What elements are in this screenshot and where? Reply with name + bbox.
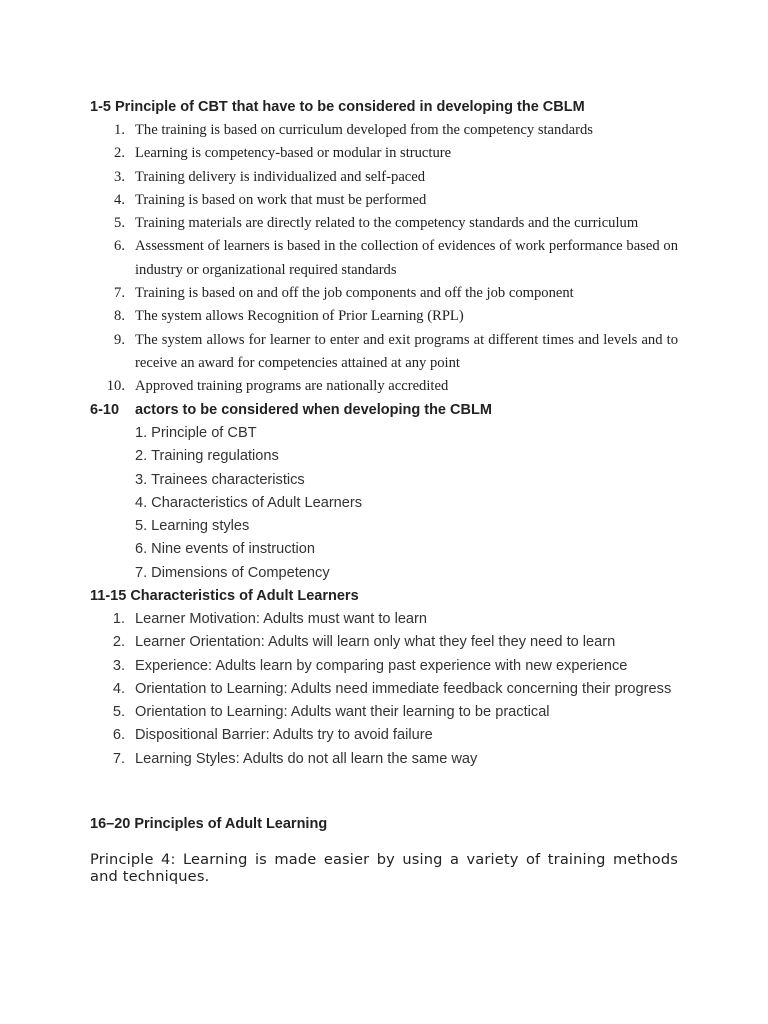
section-number: 16–20 xyxy=(90,816,131,832)
item-text: Assessment of learners is based in the collection of evidences of work performance based on industry or organizational required standards xyxy=(135,238,678,278)
section-title: actors to be considered when developing the CBLM xyxy=(135,402,492,418)
list-item xyxy=(90,515,678,538)
item-number: 5. xyxy=(135,518,148,535)
cblm-factors-list xyxy=(90,422,678,585)
item-text: Approved training programs are nationally accredited xyxy=(135,378,449,395)
item-text: Learning Styles: Adults do not all learn the same way xyxy=(135,750,478,767)
list-item xyxy=(90,492,678,515)
item-text: Training is based on work that must be performed xyxy=(135,191,427,208)
item-number: 1. xyxy=(114,122,125,138)
list-item xyxy=(90,189,678,212)
item-number: 5. xyxy=(114,215,125,232)
section-heading xyxy=(90,97,678,117)
item-number: 7. xyxy=(112,750,125,767)
list-item xyxy=(90,724,678,747)
list-item xyxy=(90,375,678,398)
item-text: Principle of CBT xyxy=(151,425,257,441)
item-text: Orientation to Learning: Adults need immediate feedback concerning their progress xyxy=(135,680,672,697)
item-number: 10. xyxy=(106,378,125,395)
item-text: Dimensions of Competency xyxy=(151,564,330,581)
item-number: 7. xyxy=(114,285,125,302)
item-number: 6. xyxy=(114,238,125,255)
list-item xyxy=(90,678,678,701)
list-item xyxy=(90,142,678,165)
list-item xyxy=(90,305,678,328)
section-title: Principles of Adult Learning xyxy=(134,816,328,832)
list-item xyxy=(90,235,678,282)
paragraph-text: Principle 4: Learning is made easier by using a variety of training methods and techniques. xyxy=(90,851,678,885)
section-number: 1-5 xyxy=(90,99,111,115)
section-cblm-factors xyxy=(90,400,678,585)
section-heading xyxy=(90,586,678,606)
section-heading xyxy=(90,400,678,420)
item-text: The training is based on curriculum developed from the competency standards xyxy=(135,122,593,138)
item-text: Learning is competency-based or modular in structure xyxy=(135,145,452,162)
item-text: Characteristics of Adult Learners xyxy=(151,494,363,511)
list-item xyxy=(90,655,678,678)
list-item xyxy=(90,445,678,468)
section-number: 11-15 xyxy=(90,588,127,604)
item-text: Learner Motivation: Adults must want to learn xyxy=(135,611,428,627)
list-item xyxy=(90,748,678,771)
list-item xyxy=(90,422,678,445)
item-number: 4. xyxy=(135,494,148,511)
item-number: 6. xyxy=(112,727,125,744)
list-item xyxy=(90,282,678,305)
section-title: Principle of CBT that have to be considered in developing the CBLM xyxy=(115,99,585,115)
item-text: Orientation to Learning: Adults want their learning to be practical xyxy=(135,704,550,721)
item-number: 3. xyxy=(135,471,148,488)
item-number: 1. xyxy=(112,611,125,627)
item-number: 6. xyxy=(135,541,148,558)
item-number: 3. xyxy=(112,657,125,674)
item-number: 8. xyxy=(114,308,125,325)
section-number: 6-10 xyxy=(90,402,120,418)
item-number: 4. xyxy=(112,680,125,697)
item-number: 4. xyxy=(114,191,125,208)
list-item xyxy=(90,538,678,561)
list-item xyxy=(90,608,678,631)
item-number: 2. xyxy=(112,634,125,651)
item-text: Learner Orientation: Adults will learn only what they feel they need to learn xyxy=(135,634,616,651)
list-item xyxy=(90,562,678,585)
item-text: Learning styles xyxy=(151,518,250,535)
item-text: Experience: Adults learn by comparing past experience with new experience xyxy=(135,657,628,674)
item-text: Training delivery is individualized and self-paced xyxy=(135,168,426,185)
section-cbt-principles xyxy=(90,97,678,399)
item-text: Nine events of instruction xyxy=(151,541,316,558)
list-item xyxy=(90,631,678,654)
item-number: 9. xyxy=(114,331,125,348)
item-number: 7. xyxy=(135,564,148,581)
item-text: Dispositional Barrier: Adults try to avoid failure xyxy=(135,727,433,744)
item-number: 5. xyxy=(112,704,125,721)
item-number: 3. xyxy=(114,168,125,185)
item-text: Training is based on and off the job components and off the job component xyxy=(135,285,574,302)
section-heading xyxy=(90,814,678,834)
list-item xyxy=(90,166,678,189)
item-text: Training regulations xyxy=(151,448,279,465)
item-text: Training materials are directly related to the competency standards and the curriculum xyxy=(135,215,639,232)
cbt-principles-list xyxy=(90,119,678,399)
item-text: Trainees characteristics xyxy=(151,471,305,488)
section-adult-learning-principles xyxy=(90,814,678,834)
section-adult-learner-characteristics xyxy=(90,586,678,771)
item-text: The system allows for learner to enter and exit programs at different times and levels and to receive an award for competencies attained at any point xyxy=(135,331,678,371)
list-item xyxy=(90,212,678,235)
section-title: Characteristics of Adult Learners xyxy=(130,588,359,604)
list-item xyxy=(90,469,678,492)
item-number: 2. xyxy=(114,145,125,162)
item-number: 1. xyxy=(135,425,148,441)
list-item xyxy=(90,119,678,142)
adult-learner-characteristics-list xyxy=(90,608,678,771)
list-item xyxy=(90,329,678,376)
principle-paragraph xyxy=(90,851,678,885)
item-number: 2. xyxy=(135,448,148,465)
item-text: The system allows Recognition of Prior Learning (RPL) xyxy=(135,308,464,325)
list-item xyxy=(90,701,678,724)
